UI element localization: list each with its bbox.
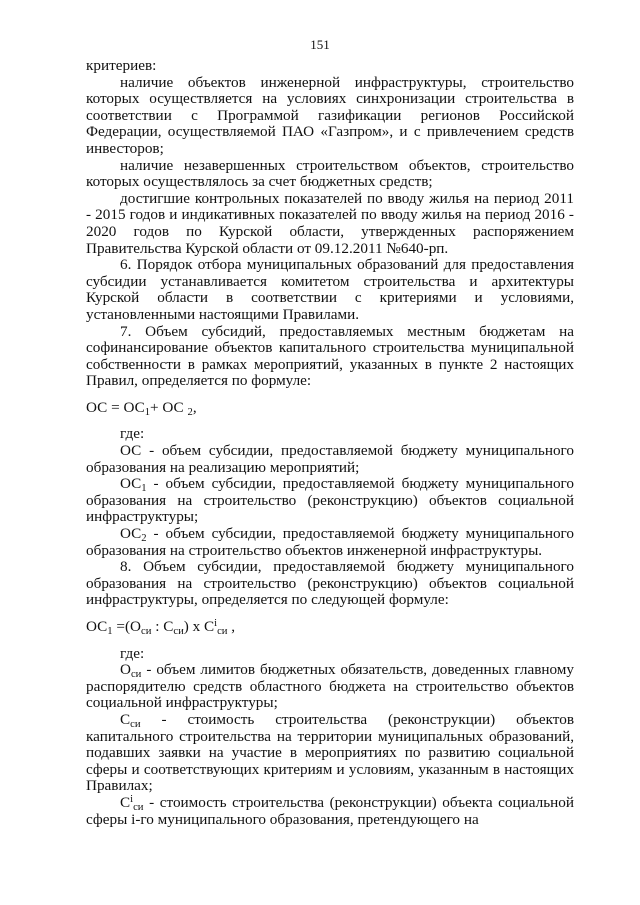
symbol-oc2: ОС xyxy=(120,525,142,543)
paragraph-engineering-infrastructure: наличие объектов инженерной инфраструктуры, строительство которых осуществляется на условиях синхронизации строительства в соответствии с Программой газификации регионов Российской Федерации, осуществляемой ПАО «Газпром», и с привлечением средств инвесторов; xyxy=(86,73,574,157)
symbol-oc: ОС xyxy=(120,442,142,460)
formula-oc1-a-sub: 1 xyxy=(107,626,113,637)
where-label-2: где: xyxy=(120,644,145,662)
formula-oc1-c-sub: си xyxy=(173,626,184,637)
definition-osi-text: - объем лимитов бюджетных обязательств, доведенных главному распорядителю средств областного бюджета на строительство объектов социальной инфраструктуры; xyxy=(86,661,574,712)
definition-oc1 xyxy=(86,476,574,526)
symbol-osi: О xyxy=(120,661,131,679)
where-label-1: где: xyxy=(120,425,145,443)
document-body xyxy=(86,58,574,828)
formula-oc1 xyxy=(86,619,574,636)
page-number: 151 xyxy=(310,37,330,52)
symbol-oc2-sub: 2 xyxy=(141,533,147,545)
symbol-oc1: ОС xyxy=(120,475,142,493)
definition-oc1-text: - объем субсидии, предоставляемой бюджету муниципального образования на строительство (реконструкцию) объектов социальной инфраструктуры; xyxy=(86,475,574,526)
definition-csi-text: - стоимость строительства (реконструкции) объектов капитального строительства на территории муниципальных образований, подавших заявки на участие в мероприятиях по развитию социальной сферы и соответствующих критериям и условиям, указанным в настоящих Правилах; xyxy=(86,710,574,795)
paragraph-housing-indicators: достигшие контрольных показателей по вводу жилья на период 2011 - 2015 годов и индикативных показателей по вводу жилья на период 2016 - 2020 годов по Курской области, утвержденных распоряжением Правительства Курской области от 09.12.2011 №640-рп. xyxy=(86,189,574,257)
symbol-cisi-sub: си xyxy=(133,801,144,813)
definition-oc2-text: - объем субсидии, предоставляемой бюджету муниципального образования на строительство объектов инженерной инфраструктуры. xyxy=(86,525,574,559)
symbol-cisi-sup: i xyxy=(130,793,134,805)
symbol-osi-sub: си xyxy=(130,669,142,681)
symbol-oc1-sub: 1 xyxy=(141,483,147,495)
paragraph-6-selection-procedure: 6. Порядок отбора муниципальных образований для предоставления субсидии устанавливается комитетом строительства и архитектуры Курской области в соответствии с критериями и условиями, установленными настоящими Правилами. xyxy=(86,256,574,323)
definition-cisi xyxy=(86,795,574,828)
formula-oc1-a: ОС xyxy=(86,618,108,635)
formula-oc1-b: =(О xyxy=(112,618,141,635)
paragraph-8-subsidy-volume: 8. Объем субсидии, предоставляемой бюджету муниципального образования на строительство (реконструкцию) объектов социальной инфраструктуры, определяется по следующей формуле: xyxy=(86,558,574,609)
formula-oc-end: , xyxy=(192,398,197,416)
definition-cisi-text: - стоимость строительства (реконструкции) объекта социальной сферы i-го муниципального образования, претендующего на xyxy=(86,793,574,828)
formula-oc1-d: ) х С xyxy=(183,618,215,635)
formula-oc-plus: + ОС xyxy=(150,398,188,416)
formula-oc xyxy=(86,400,574,417)
formula-oc1-c: : С xyxy=(151,618,174,635)
definition-oc-text: - объем субсидии, предоставляемой бюджету муниципального образования на реализацию мероприятий; xyxy=(86,442,574,476)
definition-oc xyxy=(86,443,574,476)
formula-oc1-b-sub: си xyxy=(141,626,152,637)
paragraph-7-subsidy-volume: 7. Объем субсидий, предоставляемых местным бюджетам на софинансирование объектов капитального строительства муниципальной собственности в рамках мероприятий, указанных в пункте 2 настоящих Правил, определяется по формуле: xyxy=(86,322,574,390)
symbol-cisi: С xyxy=(120,793,131,811)
formula-oc1-end: , xyxy=(227,618,236,635)
paragraph-unfinished-objects: наличие незавершенных строительством объектов, строительство которых осуществлялось за счет бюджетных средств; xyxy=(86,156,574,191)
definition-csi xyxy=(86,712,574,795)
formula-oc1-d-sub: си xyxy=(217,626,228,637)
formula-oc-sub2: 2 xyxy=(187,406,193,418)
formula-oc1-d-sup: i xyxy=(214,618,218,629)
definition-osi xyxy=(86,662,574,712)
symbol-csi: С xyxy=(120,710,131,728)
paragraph-criteria-heading: критериев: xyxy=(86,57,157,74)
symbol-csi-sub: си xyxy=(130,718,141,730)
formula-oc-text: ОС = ОС xyxy=(86,398,145,416)
formula-oc-sub1: 1 xyxy=(144,406,151,418)
definition-oc2 xyxy=(86,526,574,559)
